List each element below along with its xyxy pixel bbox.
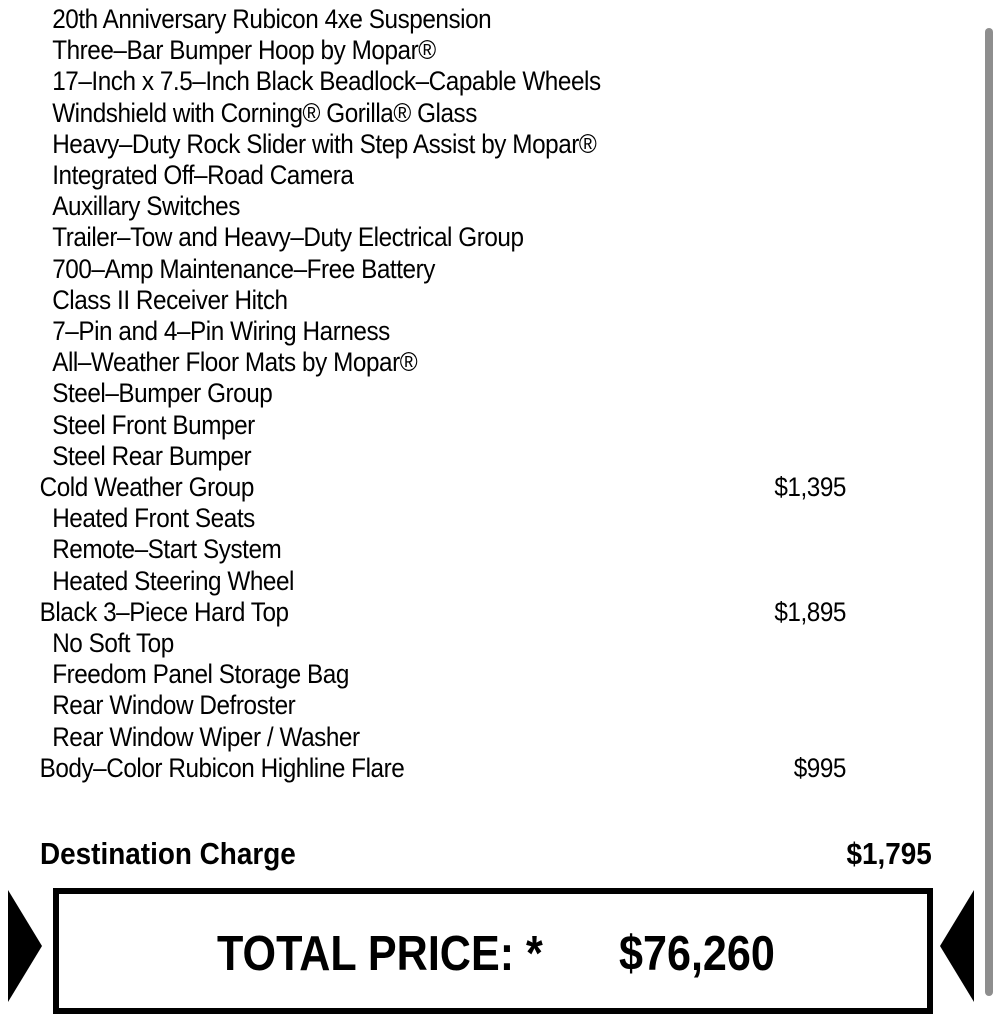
option-label: No Soft Top [52, 628, 174, 658]
option-label: Class II Receiver Hitch [52, 284, 288, 315]
option-label: 20th Anniversary Rubicon 4xe Suspension [52, 4, 492, 34]
option-subitem [0, 316, 846, 347]
option-subitem [0, 628, 846, 659]
option-subitem [0, 191, 846, 222]
option-label: All–Weather Floor Mats by Mopar® [52, 347, 418, 378]
option-label: Heated Front Seats [52, 503, 255, 534]
option-subitem [0, 285, 846, 316]
option-subitem [0, 566, 846, 597]
option-label: Trailer–Tow and Heavy–Duty Electrical Group [52, 222, 524, 253]
option-label: Steel–Bumper Group [52, 378, 273, 409]
option-label: Steel Front Bumper [52, 409, 255, 440]
option-label: Windshield with Corning® Gorilla® Glass [52, 97, 477, 128]
option-subitem [0, 66, 846, 97]
option-subitem [0, 35, 846, 66]
option-label: 7–Pin and 4–Pin Wiring Harness [52, 316, 390, 346]
option-label: 17–Inch x 7.5–Inch Black Beadlock–Capable Wheels [52, 66, 601, 97]
option-label: Steel Rear Bumper [52, 440, 252, 471]
option-label: Auxillary Switches [52, 191, 240, 222]
option-price: $1,395 [774, 472, 846, 502]
option-subitem [0, 410, 846, 441]
option-package-row [0, 472, 846, 503]
option-subitem [0, 534, 846, 565]
option-label: Heavy–Duty Rock Slider with Step Assist by Mopar® [52, 128, 597, 159]
option-label: Rear Window Wiper / Washer [52, 721, 360, 752]
option-subitem [0, 222, 846, 253]
option-subitem [0, 722, 846, 753]
destination-charge-label: Destination Charge [40, 836, 296, 871]
option-label: Rear Window Defroster [52, 690, 296, 721]
scrollbar[interactable] [985, 28, 993, 996]
total-price-label: TOTAL PRICE: * [217, 927, 543, 981]
destination-charge-price: $1,795 [846, 836, 932, 871]
option-label: Black 3–Piece Hard Top [39, 596, 289, 627]
arrow-left-pointing-icon [940, 890, 974, 1002]
option-price: $1,895 [774, 596, 846, 627]
option-subitem [0, 254, 846, 285]
total-price-value: $76,260 [619, 927, 775, 981]
option-label: Heated Steering Wheel [52, 565, 295, 596]
option-label: Freedom Panel Storage Bag [52, 659, 349, 690]
option-subitem [0, 378, 846, 409]
option-subitem [0, 98, 846, 129]
option-package-row [0, 753, 846, 784]
option-package-row [0, 597, 846, 628]
option-label: Integrated Off–Road Camera [52, 160, 354, 190]
arrow-right-pointing-icon [8, 890, 42, 1002]
option-subitem [0, 160, 846, 191]
option-label: 700–Amp Maintenance–Free Battery [52, 253, 435, 284]
option-subitem [0, 347, 846, 378]
option-label: Remote–Start System [52, 534, 282, 565]
total-price-box [53, 888, 933, 1014]
option-label: Three–Bar Bumper Hoop by Mopar® [52, 35, 436, 66]
option-label: Body–Color Rubicon Highline Flare [39, 752, 405, 783]
option-subitem [0, 129, 846, 160]
option-subitem [0, 503, 846, 534]
option-label: Cold Weather Group [39, 472, 254, 502]
option-price: $995 [793, 752, 846, 783]
destination-charge-row [40, 836, 932, 872]
option-subitem [0, 4, 846, 35]
option-subitem [0, 659, 846, 690]
option-subitem [0, 441, 846, 472]
option-subitem [0, 690, 846, 721]
